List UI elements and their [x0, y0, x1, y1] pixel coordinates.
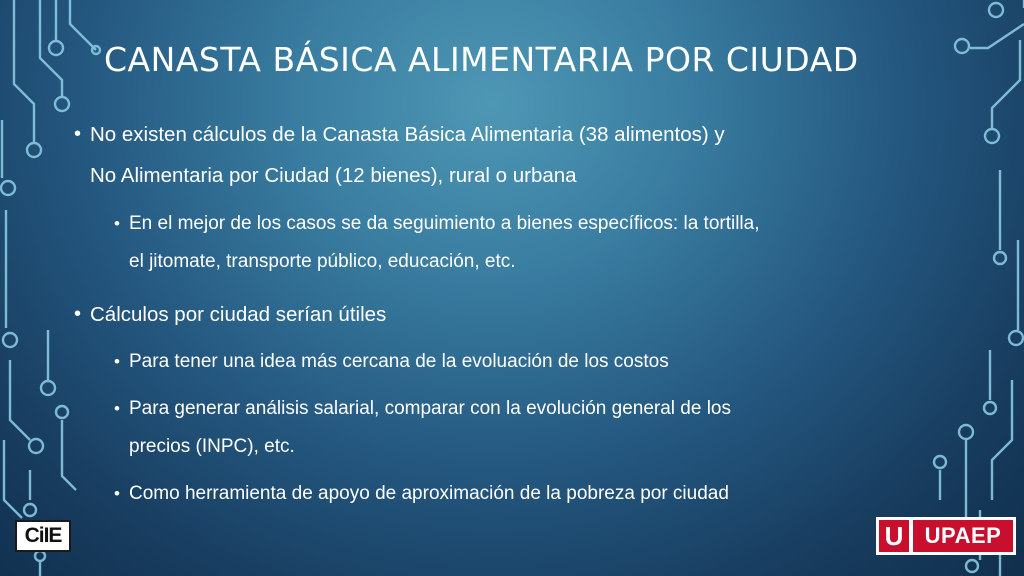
subbullet-idea-cercana: [114, 343, 669, 381]
bullet-icon: •: [114, 352, 120, 371]
slide-title: CANASTA BÁSICA ALIMENTARIA POR CIUDAD: [104, 40, 859, 79]
bullet-icon: •: [74, 303, 82, 325]
subbullet-herramienta-pobreza: [114, 475, 729, 513]
subbullet-text-line2: el jitomate, transporte público, educación, etc.: [129, 251, 516, 272]
bullet-icon: •: [74, 123, 82, 145]
bullet-text-line1: Cálculos por ciudad serían útiles: [90, 303, 387, 326]
subbullet-text-line1: Para tener una idea más cercana de la evoluación de los costos: [129, 351, 669, 372]
upaep-u-mark: U: [879, 520, 909, 552]
ciie-logo: CiIE: [15, 520, 71, 552]
subbullet-text-line2: precios (INPC), etc.: [129, 436, 295, 457]
bullet-text-line1: No existen cálculos de la Canasta Básica Alimentaria (38 alimentos) y: [90, 123, 725, 146]
subbullet-mejor-casos: [114, 205, 760, 281]
upaep-wordmark: UPAEP: [913, 520, 1013, 552]
bullet-icon: •: [114, 484, 120, 503]
bullet-no-existen: [74, 114, 725, 196]
subbullet-text-line1: Para generar análisis salarial, comparar con la evolución general de los: [129, 398, 731, 419]
bullet-text-line2: No Alimentaria por Ciudad (12 bienes), rural o urbana: [90, 164, 577, 187]
bullet-calculos-ciudad: [74, 294, 387, 335]
subbullet-text-line1: Como herramienta de apoyo de aproximación de la pobreza por ciudad: [129, 483, 729, 504]
upaep-logo: [876, 517, 1016, 555]
subbullet-analisis-salarial: [114, 390, 731, 466]
bullet-icon: •: [114, 399, 120, 418]
subbullet-text-line1: En el mejor de los casos se da seguimiento a bienes específicos: la tortilla,: [129, 213, 760, 234]
bullet-icon: •: [114, 214, 120, 233]
